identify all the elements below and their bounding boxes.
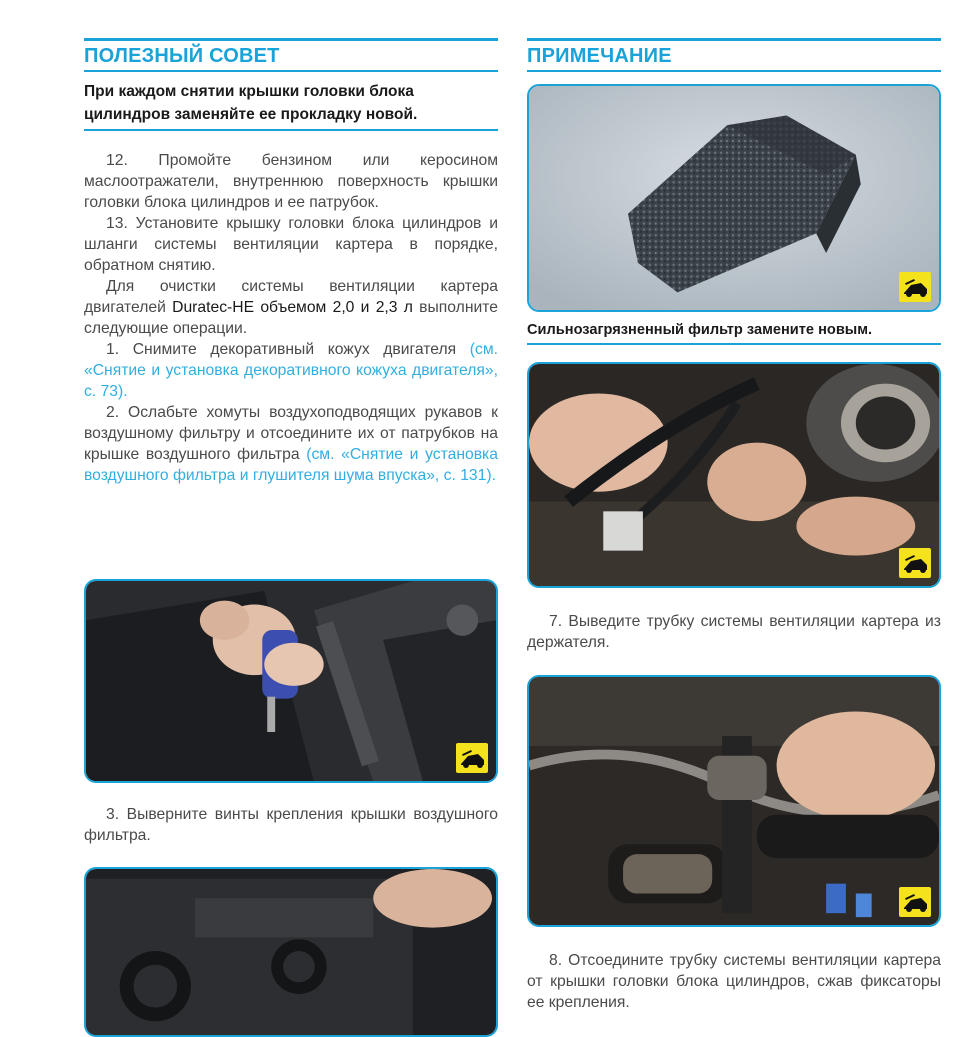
- caption-step-7: [527, 611, 941, 653]
- photo-step-7: [527, 362, 941, 588]
- tip-header: [84, 38, 498, 72]
- divider: [527, 70, 941, 72]
- divider: [84, 70, 498, 72]
- divider: [84, 38, 498, 41]
- car-tool-icon: [456, 743, 488, 773]
- photo-step-4: [84, 867, 498, 1037]
- caption-step-8: [527, 950, 941, 1013]
- instructions-text: [84, 150, 498, 486]
- engine-name: Duratec-HE объемом 2,0 и 2,3 л: [172, 299, 413, 316]
- tip-text: При каждом снятии крышки головки блока цилиндров заменяйте ее прокладку новой.: [84, 83, 418, 123]
- note-header: [527, 38, 941, 72]
- caption-step-7-text: 7. Выведите трубку системы вентиляции картера из держателя.: [527, 613, 941, 651]
- step-13: 13. Установите крышку головки блока цилиндров и шланги системы вентиляции картера в порядке, обратном снятию.: [84, 215, 498, 274]
- divider: [527, 343, 941, 345]
- caption-step-3: [84, 804, 498, 846]
- intro-paragraph: [84, 276, 498, 339]
- tip-heading: ПОЛЕЗНЫЙ СОВЕТ: [84, 45, 280, 67]
- car-tool-icon: [899, 548, 931, 578]
- note-caption: Сильнозагрязненный фильтр замените новым.: [527, 322, 873, 338]
- caption-step-3-text: 3. Выверните винты крепления крышки воздушного фильтра.: [84, 806, 498, 844]
- step-1-reference-link[interactable]: (см. «Снятие и установка декоративного кожуха двигателя», с. 73).: [84, 341, 498, 400]
- step-12: 12. Промойте бензином или керосином маслоотражатели, внутреннюю поверхность крышки головки блока цилиндров и ее патрубок.: [84, 152, 498, 211]
- car-tool-icon: [899, 272, 931, 302]
- intro-text: Для очистки системы вентиляции картера двигателей: [84, 278, 498, 316]
- step-2: [84, 402, 498, 486]
- caption-step-8-text: 8. Отсоедините трубку системы вентиляции картера от крышки головки блока цилиндров, сжав фиксаторы ее крепления.: [527, 952, 941, 1011]
- divider: [527, 38, 941, 41]
- photo-step-8: [527, 675, 941, 927]
- step-2-reference-link[interactable]: (см. «Снятие и установка воздушного фильтра и глушителя шума впуска», с. 131).: [84, 446, 498, 484]
- note-heading: ПРИМЕЧАНИЕ: [527, 45, 672, 67]
- step-1: [84, 339, 498, 402]
- intro-text-end: выполните следующие операции.: [84, 299, 498, 337]
- step-1-text: 1. Снимите декоративный кожух двигателя: [106, 341, 470, 358]
- photo-step-3: [84, 579, 498, 783]
- step-2-text: 2. Ослабьте хомуты воздухоподводящих рукавов к воздушному фильтру и отсоедините их от патрубков на крышке воздушного фильтра: [84, 404, 498, 463]
- car-tool-icon: [899, 887, 931, 917]
- divider: [84, 129, 498, 131]
- photo-filter: [527, 84, 941, 312]
